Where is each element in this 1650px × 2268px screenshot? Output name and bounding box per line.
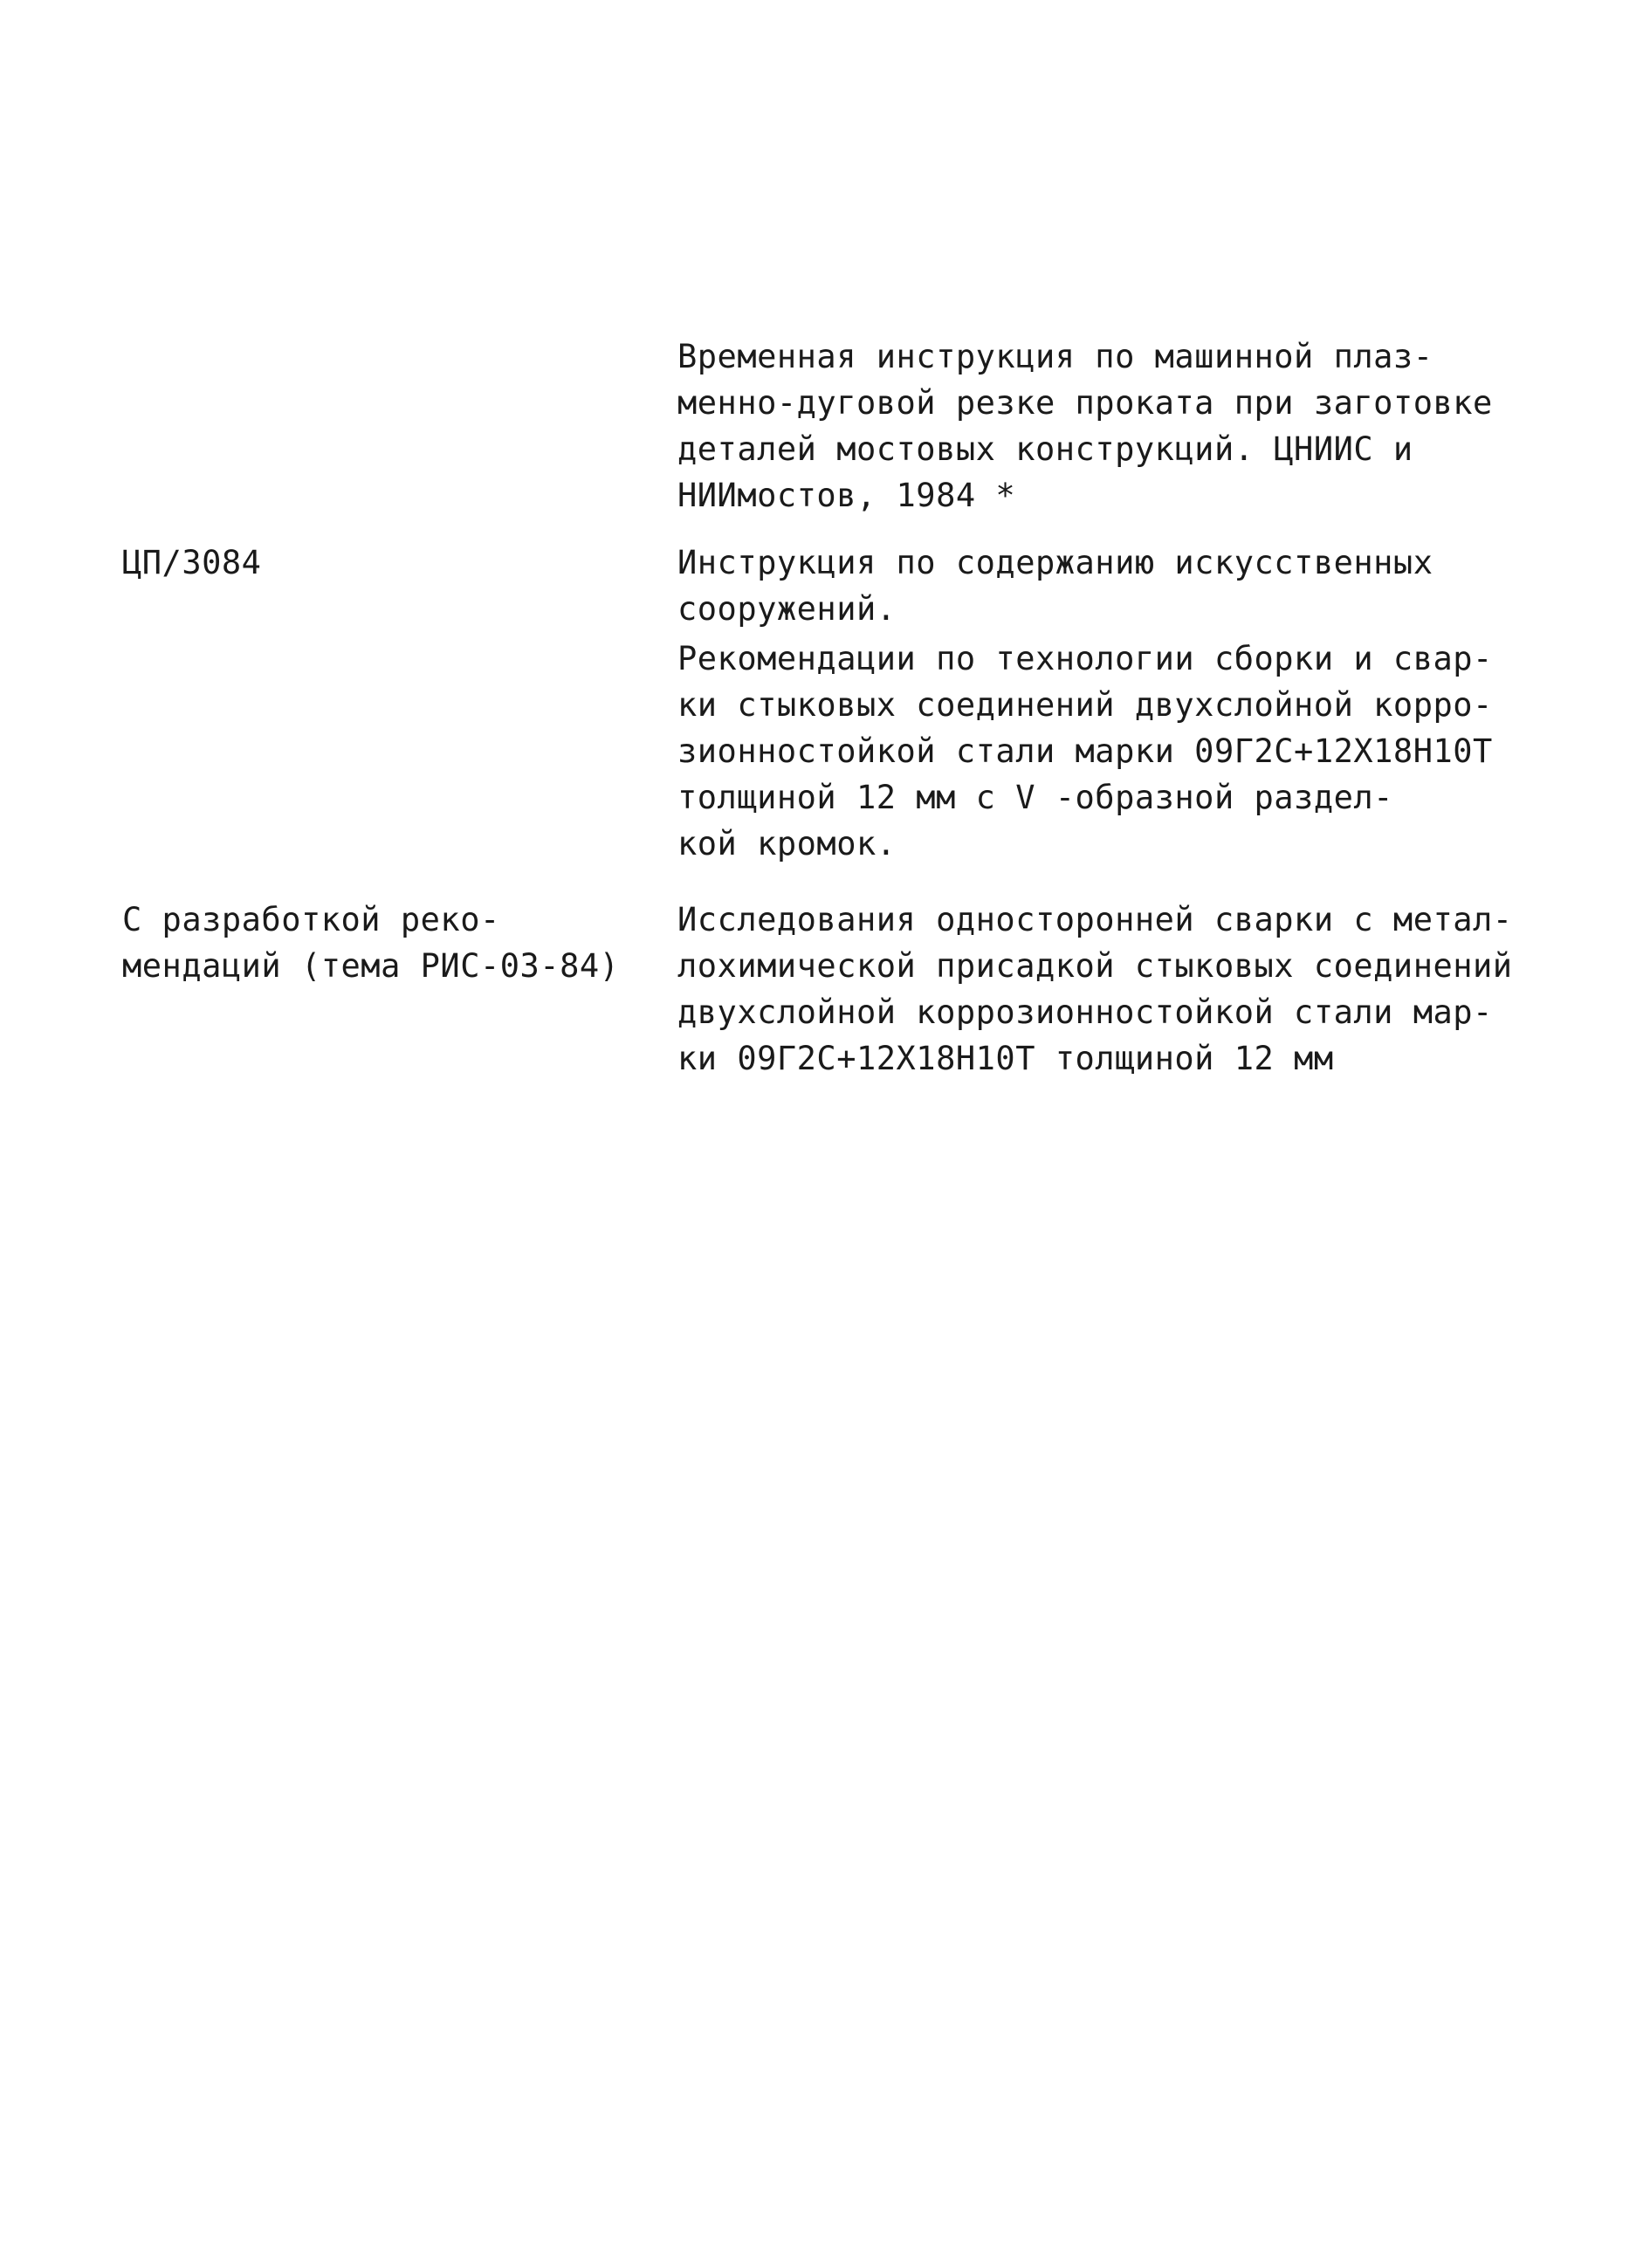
entry-3-title-line-3: зионностойкой стали марки 09Г2С+12Х18Н10Т <box>677 732 1493 770</box>
entry-1-title-line-2: менно-дуговой резке проката при заготовке <box>677 384 1493 422</box>
entry-4-title <box>677 897 1513 1082</box>
entry-3-title-line-4: толщиной 12 мм с V -образной раздел- <box>677 779 1393 816</box>
entry-2-code <box>122 540 261 586</box>
entry-3-title <box>677 636 1493 867</box>
entry-4-title-line-1: Исследования односторонней сварки с метал- <box>677 901 1513 938</box>
entry-4-title-line-2: лохимической присадкой стыковых соединений <box>677 947 1513 985</box>
entry-2-title <box>677 540 1433 632</box>
entry-1-title <box>677 333 1493 519</box>
entry-1-title-line-3: деталей мостовых конструкций. ЦНИИС и <box>677 430 1413 468</box>
entry-2-title-line-2: сооружений. <box>677 590 897 628</box>
entry-4-code-line-1: С разработкой реко- <box>122 901 500 938</box>
entry-3-title-line-2: ки стыковых соединений двухслойной корро- <box>677 686 1493 724</box>
entry-4-code-line-2: мендаций (тема РИС-03-84) <box>122 947 620 985</box>
entry-3-title-line-1: Рекомендации по технологии сборки и свар- <box>677 640 1493 677</box>
entry-4-title-line-4: ки 09Г2С+12Х18Н10Т толщиной 12 мм <box>677 1040 1334 1077</box>
entry-3-title-line-5: кой кромок. <box>677 825 897 863</box>
entry-4-code <box>122 897 619 989</box>
entry-2-code-line-1: ЦП/3084 <box>122 544 262 581</box>
entry-4-title-line-3: двухслойной коррозионностойкой стали мар- <box>677 993 1493 1031</box>
entry-2-title-line-1: Инструкция по содержанию искусственных <box>677 544 1433 581</box>
entry-1-title-line-1: Временная инструкция по машинной плаз- <box>677 338 1433 375</box>
entry-1-title-line-4: НИИмостов, 1984 * <box>677 477 1016 514</box>
